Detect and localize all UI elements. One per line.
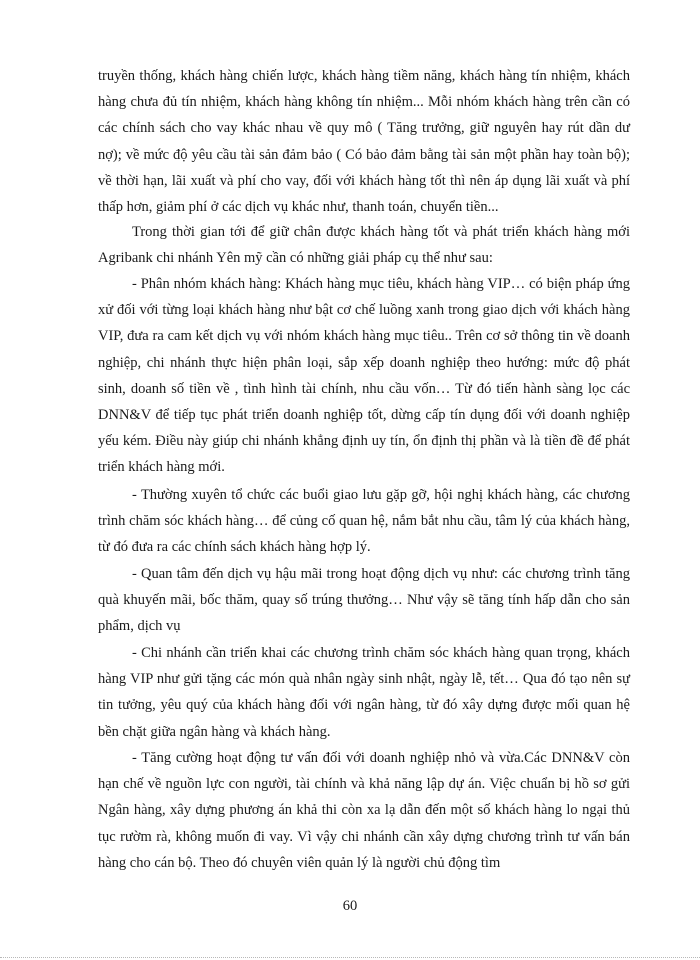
page-bottom-divider	[0, 957, 700, 958]
paragraph-continuation: truyền thống, khách hàng chiến lược, khách hàng tiềm năng, khách hàng tín nhiệm, khách hàng chưa đủ tín nhiệm, khách hàng không tín nhiệm... Mỗi nhóm khách hàng trên cần có các chính sách cho vay khác nhau về quy mô ( Tăng trưởng, giữ nguyên hay rút dần dư nợ); về mức độ yêu cầu tài sản đảm bảo ( Có bảo đảm bằng tài sản một phần hay toàn bộ); về thời hạn, lãi xuất và phí cho vay, đối với khách hàng tốt thì nên áp dụng lãi xuất và phí thấp hơn, giảm phí ở các dịch vụ khác như, thanh toán, chuyển tiền...	[98, 68, 630, 216]
paragraph-customer-grouping: - Phân nhóm khách hàng: Khách hàng mục tiêu, khách hàng VIP… có biện pháp ứng xử đối với từng loại khách hàng như bật cơ chế luồng xanh trong giao dịch với khách hàng VIP, đưa ra cam kết dịch vụ với nhóm khách hàng mục tiêu.. Trên cơ sở thông tin về doanh nghiệp, chi nhánh thực hiện phân loại, sắp xếp doanh nghiệp theo hướng: mức độ phát sinh, doanh số tiền về , tình hình tài chính, nhu cầu vốn… Từ đó tiến hành sàng lọc các DNN&V để tiếp tục phát triển doanh nghiệp tốt, dừng cấp tín dụng đối với doanh nghiệp yếu kém. Điều này giúp chi nhánh khẳng định uy tín, ổn định thị phần và là tiền đề để phát triển khách hàng mới.	[98, 276, 630, 476]
paragraph-consulting: - Tăng cường hoạt động tư vấn đối với doanh nghiệp nhỏ và vừa.Các DNN&V còn hạn chế về nguồn lực con người, tài chính và khả năng lập dự án. Việc chuẩn bị hồ sơ gửi Ngân hàng, xây dựng phương án khả thi còn xa lạ dẫn đến một số khách hàng lo ngại thủ tục rườm rà, không muốn đi vay. Vì vậy chi nhánh cần xây dựng chương trình tư vấn bán hàng cho cán bộ. Theo đó chuyên viên quản lý là người chủ động tìm	[98, 750, 630, 871]
page-number: 60	[342, 898, 358, 914]
paragraph-intro-solutions: Trong thời gian tới để giữ chân được khách hàng tốt và phát triển khách hàng mới Agribank chi nhánh Yên mỹ cần có những giải pháp cụ thể như sau:	[98, 224, 630, 267]
paragraph-vip-care: - Chi nhánh cần triển khai các chương trình chăm sóc khách hàng quan trọng, khách hàng VIP như gửi tặng các món quà nhân ngày sinh nhật, ngày lễ, tết… Qua đó tạo nên sự tin tưởng, yêu quý của khách hàng đối với ngân hàng, từ đó xây dựng được mối quan hệ bền chặt giữa ngân hàng và khách hàng.	[98, 645, 630, 740]
paragraph-after-sales: - Quan tâm đến dịch vụ hậu mãi trong hoạt động dịch vụ như: các chương trình tăng quà khuyến mãi, bốc thăm, quay số trúng thưởng… Như vậy sẽ tăng tính hấp dẫn cho sản phẩm, dịch vụ	[98, 566, 630, 635]
paragraph-customer-events: - Thường xuyên tổ chức các buổi giao lưu gặp gỡ, hội nghị khách hàng, các chương trình chăm sóc khách hàng… để củng cố quan hệ, nắm bắt nhu cầu, tâm lý của khách hàng, từ đó đưa ra các chính sách khách hàng hợp lý.	[98, 487, 630, 556]
